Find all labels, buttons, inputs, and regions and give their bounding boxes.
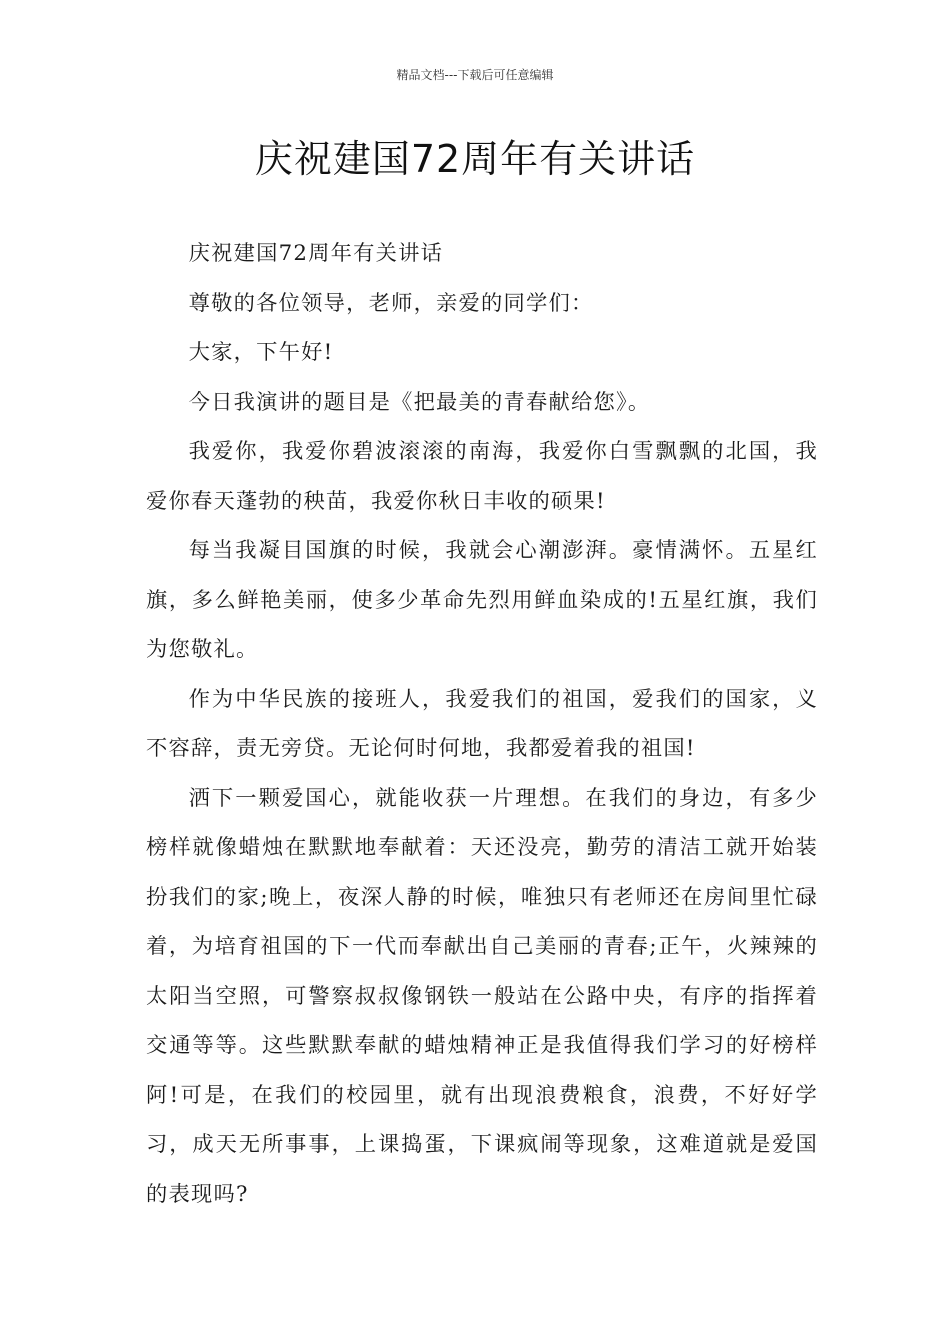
- document-body: [146, 229, 818, 1219]
- paragraph-love-country: 我爱你，我爱你碧波滚滚的南海，我爱你白雪飘飘的北国，我爱你春天蓬勃的秧苗，我爱你秋日丰收的硕果!: [146, 439, 818, 514]
- paragraph-topic: 今日我演讲的题目是《把最美的青春献给您》。: [188, 389, 651, 415]
- paragraph-greeting: 大家，下午好!: [188, 340, 334, 365]
- header-note: 精品文档---下载后可任意编辑: [396, 68, 554, 82]
- paragraph-role-models: 洒下一颗爱国心，就能收获一片理想。在我们的身边，有多少榜样就像蜡烛在默默地奉献着：天还没亮，勤劳的清洁工就开始装扮我们的家;晚上，夜深人静的时候，唯独只有老师还在房间里忙碌着，为培育祖国的下一代而奉献出自己美丽的青春;正午，火辣辣的太阳当空照，可警察叔叔像钢铁一般站在公路中央，有序的指挥着交通等等。这些默默奉献的蜡烛精神正是我值得我们学习的好榜样阿!可是，在我们的校园里，就有出现浪费粮食，浪费，不好好学习，成天无所事事，上课捣蛋，下课疯闹等现象，这难道就是爱国的表现吗?: [146, 785, 818, 1207]
- paragraph-national-flag: 每当我凝目国旗的时候，我就会心潮澎湃。豪情满怀。五星红旗，多么鲜艳美丽，使多少革命先烈用鲜血染成的!五星红旗，我们为您敬礼。: [146, 538, 818, 662]
- paragraph-subtitle: 庆祝建国72周年有关讲话: [188, 241, 444, 266]
- paragraph-salutation: 尊敬的各位领导，老师，亲爱的同学们：: [188, 290, 594, 316]
- paragraph-successor: 作为中华民族的接班人，我爱我们的祖国，爱我们的国家，义不容辞，责无旁贷。无论何时何地，我都爱着我的祖国!: [146, 686, 818, 761]
- document-title: 庆祝建国72周年有关讲话: [254, 137, 696, 181]
